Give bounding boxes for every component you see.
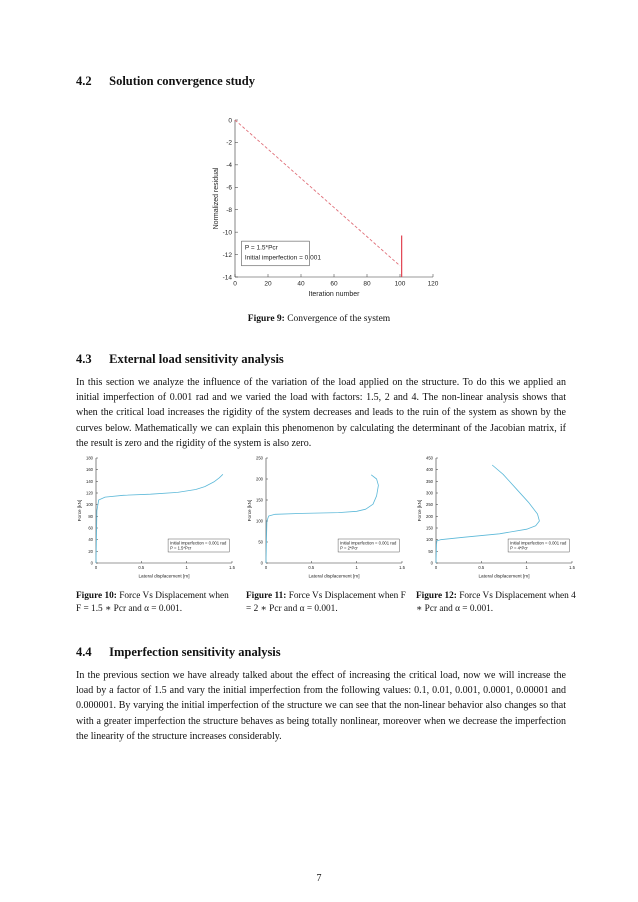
section-title: External load sensitivity analysis [109,352,284,366]
y-tick-label: 200 [426,513,433,519]
figure-12-plot [417,455,576,578]
y-tick-label: 0 [228,117,232,125]
y-tick-label: 100 [86,502,93,508]
figure-10-chart [76,452,238,582]
x-tick-label: 0 [94,565,98,571]
figure-12-chart [416,452,578,582]
figure-caption-text: Force Vs Displacement when 4 ∗ Pcr and α = 0.001. [416,591,576,614]
y-tick-label: 250 [426,502,433,508]
x-tick-label: 1.5 [399,565,405,571]
y-tick-label: 300 [426,490,433,496]
section-4-3-paragraph: In this section we analyze the influence of the variation of the load applied on the structure. To do this we applied an initial imperfection of 0.001 rad and we varied the load with factors: 1.5, 2 and 4. The non-linear analysis shows that when the critical load increases the rigidity of the system decreases and leads to the ruin of the system as shown by the curves below. Mathematically we can explain this phenomenon by calculating the determinant of the Jacobian matrix, if the result is zero and the rigidity of the system is also zero. [76,377,566,449]
y-tick-label: -12 [222,251,232,259]
figure-label: Figure 9: [247,314,285,324]
x-tick-label: 100 [394,280,406,288]
x-tick-label: 0.5 [308,565,315,571]
x-axis-label: Lateral displacement [m] [308,573,360,579]
y-tick-label: 250 [256,455,263,461]
x-tick-label: 120 [427,280,439,288]
y-tick-label: 60 [88,525,93,531]
y-tick-label: 80 [88,513,93,519]
x-tick-label: 40 [297,280,305,288]
x-tick-label: 20 [264,280,272,288]
y-tick-label: -8 [226,206,232,214]
figure-10-plot [77,455,236,578]
y-tick-label: 0 [430,560,433,566]
y-tick-label: 400 [426,467,433,473]
section-title: Imperfection sensitivity analysis [109,645,281,659]
y-tick-label: 140 [86,478,93,484]
x-tick-label: 1 [355,565,358,571]
figure-9-chart [205,112,445,302]
figure-caption-text: Force Vs Displacement when F = 2 ∗ Pcr and α = 0.001. [246,591,406,614]
y-axis-label: Force [kN] [247,499,252,522]
section-number: 4.2 [76,74,92,88]
figure-caption-text: Force Vs Displacement when F = 1.5 ∗ Pcr and α = 0.001. [76,591,229,614]
figure-11-chart [246,452,408,582]
section-title: Solution convergence study [109,74,255,88]
figure-caption-text: Convergence of the system [287,314,391,324]
y-axis-label: Force [kN] [417,499,422,522]
y-tick-label: 50 [428,548,433,554]
x-tick-label: 1 [525,565,528,571]
figure-label: Figure 11: [246,591,287,601]
legend-entry: Initial imperfection = 0.001 rad [510,540,567,546]
legend-entry: P = 1.5*Pcr [170,545,192,551]
legend-entry: P = 1.5*Pcr [244,244,278,252]
legend-entry: P = 2*Pcr [340,545,358,551]
x-tick-label: 1.5 [569,565,575,571]
x-tick-label: 0 [264,565,268,571]
section-heading-4-4 [76,645,281,660]
y-tick-label: 450 [426,455,433,461]
figure-12-caption [416,590,580,615]
x-axis-label: Lateral displacement [m] [478,573,530,579]
y-tick-label: 100 [256,518,263,524]
legend-entry: P = 4*Pcr [510,545,528,551]
legend-entry: Initial imperfection = 0.001 [244,254,321,262]
y-tick-label: -14 [222,274,232,282]
x-axis-label: Lateral displacement [m] [138,573,190,579]
section-heading-4-3 [76,352,284,367]
y-axis-label: Normalized residual [213,167,220,230]
y-tick-label: 180 [86,455,93,461]
y-tick-label: 160 [86,467,93,473]
x-tick-label: 1 [185,565,188,571]
y-tick-label: 50 [258,539,263,545]
figure-9-caption [0,313,638,326]
page-number: 7 [316,873,322,884]
y-tick-label: -6 [226,184,232,192]
y-tick-label: 40 [88,537,93,543]
y-tick-label: -2 [226,139,232,147]
y-tick-label: 200 [256,476,263,482]
figure-11-caption [246,590,410,615]
x-tick-label: 0.5 [478,565,485,571]
x-tick-label: 60 [330,280,338,288]
y-tick-label: 0 [260,560,263,566]
x-axis-label: Iteration number [308,291,360,298]
y-tick-label: 350 [426,478,433,484]
x-tick-label: 1.5 [229,565,235,571]
figure-label: Figure 10: [76,591,117,601]
figure-9-plot [213,117,439,298]
x-tick-label: 0 [233,280,237,288]
section-number: 4.3 [76,352,92,366]
y-tick-label: 150 [256,497,263,503]
y-tick-label: 150 [426,525,433,531]
figure-label: Figure 12: [416,591,457,601]
y-tick-label: -10 [222,229,232,237]
section-heading-4-2 [76,74,255,89]
legend-entry: Initial imperfection = 0.001 rad [170,540,227,546]
y-tick-label: 100 [426,537,433,543]
x-tick-label: 80 [363,280,371,288]
y-tick-label: 120 [86,490,93,496]
y-tick-label: -4 [226,162,232,170]
y-axis-label: Force [kN] [77,499,82,522]
x-tick-label: 0.5 [138,565,145,571]
section-4-4-paragraph: In the previous section we have already talked about the effect of increasing the critical load, now we will increase the load by a factor of 1.5 and vary the initial imperfection from the following values: 0.1, 0.01, 0.001, 0.0001, 0.00001 and 0.000001. By varying the initial imperfection of the structure we can see that the non-linear behavior also changes so that with a greater imperfection the structure behaves as being totally nonlinear, moreover when we decrease the imperfection the linearity of the structure increases considerably. [76,670,566,742]
section-number: 4.4 [76,645,92,659]
x-tick-label: 0 [434,565,438,571]
figure-10-caption [76,590,236,615]
y-tick-label: 20 [88,548,93,554]
legend-entry: Initial imperfection = 0.001 rad [340,540,397,546]
y-tick-label: 0 [90,560,93,566]
figure-11-plot [247,455,406,578]
